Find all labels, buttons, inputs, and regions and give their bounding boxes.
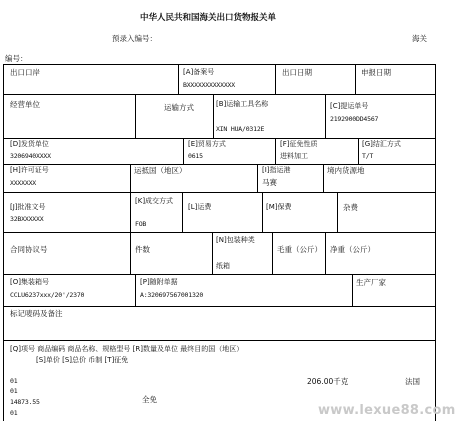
grid-line [262,192,263,232]
grid-line [212,232,213,274]
grid-line [3,232,436,233]
grid-line [435,64,436,421]
manufacturer-label: 生产厂家 [356,278,386,287]
grid-line [3,192,436,193]
gross-weight-label: 毛重（公斤） [277,245,322,254]
settlement-value: T/T [362,152,374,160]
license-label: [H]许可证号 [10,166,49,174]
grid-line [3,64,436,65]
attached-docs-value: A:320697567001320 [140,291,204,299]
watermark-text: www.lexue88.com [318,403,456,418]
grid-line [323,164,324,192]
grid-line [182,192,183,232]
goods-total-price: 14873.55 [10,398,40,406]
misc-fee-label: 杂费 [343,203,358,212]
net-weight-label: 净重（公斤） [330,245,375,254]
bill-number-label: [C]提运单号 [330,102,369,110]
grid-line [3,138,436,139]
bill-number-value: 2192900DD4567 [330,115,379,123]
vehicle-name-label: [B]运输工具名称 [216,100,269,108]
contract-number-label: 合同协议号 [10,245,48,254]
customs-label: 海关 [412,34,427,43]
grid-line [213,94,214,138]
grid-line [3,64,4,421]
grid-line [135,94,136,138]
grid-line [355,64,356,94]
grid-line [352,274,353,306]
attached-docs-label: [P]随附单据 [140,278,178,286]
container-number-value: CCLU6237xxx/20'/2370 [10,291,85,299]
vehicle-name-value: XIN HUA/0312E [216,125,265,133]
goods-levy-exemption: 全免 [142,395,157,404]
form-title: 中华人民共和国海关出口货物报关单 [140,13,277,23]
pieces-label: 件数 [135,245,150,254]
grid-line [3,274,436,275]
record-number-label: [A]备案号 [183,68,215,76]
goods-quantity: 206.00千克 [307,377,349,386]
packing-value: 纸箱 [216,262,230,270]
container-number-label: [O]集装箱号 [10,278,49,286]
settlement-label: [G]结汇方式 [362,140,401,148]
freight-label: [L]运费 [188,203,212,211]
grid-line [337,192,338,232]
deal-mode-value: FOB [135,220,147,228]
declare-date-label: 申报日期 [361,68,391,77]
port-value: 马赛 [262,178,277,187]
goods-destination-country: 法国 [405,377,420,386]
insurance-label: [M]保费 [266,203,292,211]
grid-line [275,64,276,94]
operator-label: 经营单位 [10,100,40,109]
grid-line [325,232,326,274]
export-date-label: 出口日期 [282,68,312,77]
grid-line [130,232,131,274]
goods-item-number: 01 [10,377,18,385]
approval-number-value: 32BXXXXXX [10,215,44,223]
grid-line [325,94,326,138]
record-number-value: BXXXXXXXXXXXXX [183,81,235,89]
grid-line [3,164,436,165]
goods-commodity-code: 01 [10,387,18,395]
export-port-label: 出口口岸 [10,68,40,77]
consignor-value: 3206940XXXX [10,152,51,160]
grid-line [272,232,273,274]
grid-line [130,192,131,232]
trade-mode-value: 0615 [188,152,203,160]
consignor-label: [D]发货单位 [10,140,49,148]
transport-mode-label: 运输方式 [164,103,194,112]
grid-line [178,64,179,94]
marks-remarks-label: 标记唛码及备注 [10,309,63,318]
grid-line [275,138,276,164]
goods-header-row1: [Q]项号 商品编码 商品名称、规格型号 [R]数量及单位 最终目的国（地区） [10,345,244,353]
packing-label: [N]包装种类 [216,236,255,244]
grid-line [3,306,436,307]
license-value: XXXXXXX [10,179,36,187]
grid-line [3,94,436,95]
trade-mode-label: [E]贸易方式 [188,140,226,148]
grid-line [257,164,258,192]
approval-number-label: [J]批准文号 [10,203,46,211]
grid-line [130,164,131,192]
levy-nature-label: [F]征免性质 [280,140,318,148]
goods-header-row2: [S]单价 [S]总价 币制 [T]征免 [36,356,129,364]
form-number-label: 编号： [5,54,28,63]
port-label: [I]指运港 [262,166,291,174]
domestic-source-label: 境内货源地 [327,166,365,175]
grid-line [3,340,436,341]
deal-mode-label: [K]成交方式 [135,197,174,205]
grid-line [135,274,136,306]
levy-nature-value: 进料加工 [280,152,308,160]
destination-country-label: 运抵国（地区） [134,166,187,175]
goods-currency: 01 [10,409,18,417]
grid-line [358,138,359,164]
grid-line [183,138,184,164]
preentry-number-label: 预录入编号： [112,34,157,43]
